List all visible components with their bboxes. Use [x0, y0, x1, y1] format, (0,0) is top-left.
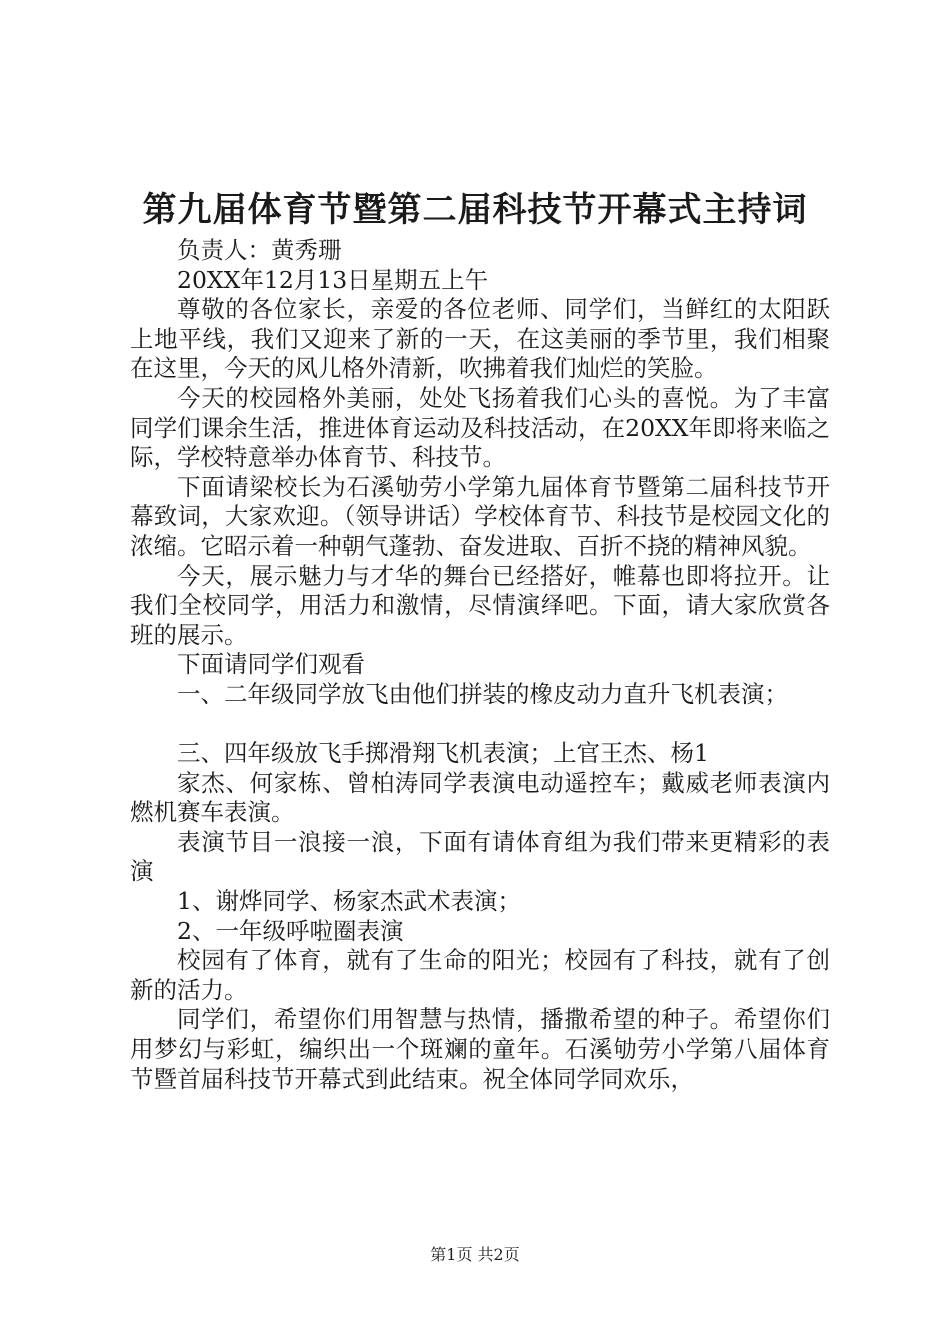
paragraph: 三、四年级放飞手掷滑翔飞机表演；上官王杰、杨1	[177, 739, 709, 768]
date-line: 20XX年12月13日星期五上午	[177, 265, 489, 294]
paragraph: 校园有了体育，就有了生命的阳光；校园有了科技，就有了创新的活力。	[130, 946, 830, 1004]
document-title: 第九届体育节暨第二届科技节开幕式主持词	[142, 190, 808, 230]
paragraph: 尊敬的各位家长，亲爱的各位老师、同学们，当鲜红的太阳跃上地平线，我们又迎来了新的一天，在这美丽的季节里，我们相聚在这里，今天的风儿格外清新，吹拂着我们灿烂的笑脸。	[130, 295, 830, 383]
paragraph: 家杰、何家栋、曾柏涛同学表演电动遥控车；戴威老师表演内燃机赛车表演。	[130, 768, 830, 827]
paragraph: 一、二年级同学放飞由他们拼装的橡皮动力直升飞机表演；	[177, 679, 788, 708]
paragraph: 下面请同学们观看	[177, 650, 365, 679]
author-line: 负责人：黄秀珊	[177, 236, 342, 264]
list-item: 2、一年级呼啦圈表演	[177, 916, 404, 945]
list-item: 1、谢烨同学、杨家杰武术表演；	[177, 887, 521, 916]
paragraph: 下面请梁校长为石溪劬劳小学第九届体育节暨第二届科技节开幕致词，大家欢迎。（领导讲话）学校体育节、科技节是校园文化的浓缩。它昭示着一种朝气蓬勃、奋发进取、百折不挠的精神风貌。	[130, 472, 830, 560]
paragraph: 今天，展示魅力与才华的舞台已经搭好，帷幕也即将拉开。让我们全校同学，用活力和激情，尽情演绎吧。下面，请大家欣赏各班的展示。	[130, 561, 830, 649]
paragraph: 今天的校园格外美丽，处处飞扬着我们心头的喜悦。为了丰富同学们课余生活，推进体育运动及科技活动，在20XX年即将来临之际，学校特意举办体育节、科技节。	[130, 383, 830, 472]
blank-line	[130, 710, 830, 740]
paragraph: 表演节目一浪接一浪，下面有请体育组为我们带来更精彩的表演	[130, 827, 830, 886]
page-number: 第1页 共2页	[430, 1245, 520, 1264]
paragraph: 同学们，希望你们用智慧与热情，播撒希望的种子。希望你们用梦幻与彩虹，编织出一个斑斓的童年。石溪劬劳小学第八届体育节暨首届科技节开幕式到此结束。祝全体同学同欢乐，	[130, 1005, 830, 1093]
document-body	[130, 236, 830, 1094]
